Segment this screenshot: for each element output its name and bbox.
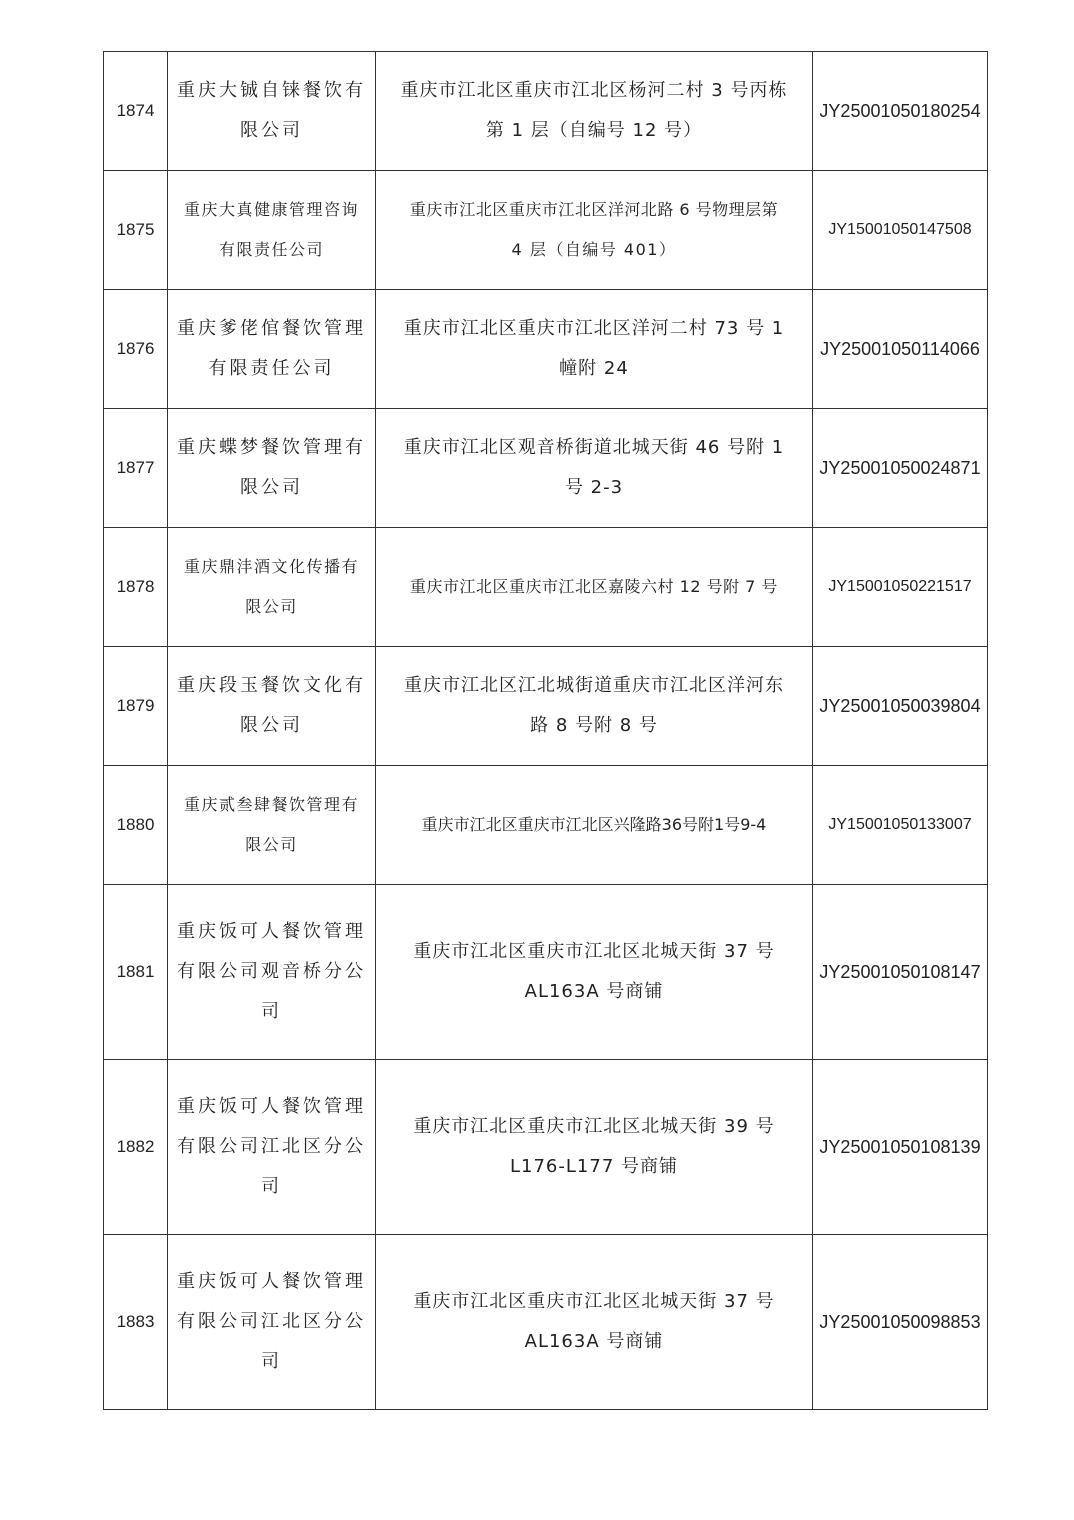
company-name: 重庆鼎沣酒文化传播有 限公司 [168, 528, 376, 647]
table-row [104, 409, 988, 528]
license-number: JY15001050221517 [813, 528, 988, 647]
table-row [104, 885, 988, 1060]
row-number: 1875 [104, 171, 168, 290]
row-number: 1876 [104, 290, 168, 409]
row-number: 1880 [104, 766, 168, 885]
table-row [104, 528, 988, 647]
row-number: 1881 [104, 885, 168, 1060]
business-address: 重庆市江北区重庆市江北区洋河北路 6 号物理层第 4 层（自编号 401） [376, 171, 813, 290]
business-address: 重庆市江北区重庆市江北区北城天街 37 号 AL163A 号商铺 [376, 885, 813, 1060]
company-name: 重庆饭可人餐饮管理 有限公司观音桥分公 司 [168, 885, 376, 1060]
row-number: 1882 [104, 1060, 168, 1235]
license-number: JY25001050108139 [813, 1060, 988, 1235]
table-row [104, 171, 988, 290]
license-number: JY25001050039804 [813, 647, 988, 766]
business-address: 重庆市江北区重庆市江北区北城天街 37 号 AL163A 号商铺 [376, 1235, 813, 1410]
company-name: 重庆饭可人餐饮管理 有限公司江北区分公 司 [168, 1060, 376, 1235]
table-row [104, 1060, 988, 1235]
license-number: JY25001050108147 [813, 885, 988, 1060]
business-address: 重庆市江北区江北城街道重庆市江北区洋河东 路 8 号附 8 号 [376, 647, 813, 766]
business-address: 重庆市江北区重庆市江北区兴隆路36号附1号9-4 [376, 766, 813, 885]
table-row [104, 1235, 988, 1410]
row-number: 1879 [104, 647, 168, 766]
license-registry-table [103, 51, 988, 1410]
row-number: 1878 [104, 528, 168, 647]
license-number: JY25001050114066 [813, 290, 988, 409]
company-name: 重庆贰叁肆餐饮管理有 限公司 [168, 766, 376, 885]
row-number: 1883 [104, 1235, 168, 1410]
license-number: JY25001050024871 [813, 409, 988, 528]
company-name: 重庆大铖自铼餐饮有 限公司 [168, 52, 376, 171]
table-row [104, 52, 988, 171]
license-number: JY25001050180254 [813, 52, 988, 171]
license-number: JY15001050133007 [813, 766, 988, 885]
table-row [104, 766, 988, 885]
company-name: 重庆大真健康管理咨询 有限责任公司 [168, 171, 376, 290]
company-name: 重庆爹佬倌餐饮管理 有限责任公司 [168, 290, 376, 409]
business-address: 重庆市江北区重庆市江北区嘉陵六村 12 号附 7 号 [376, 528, 813, 647]
company-name: 重庆蝶梦餐饮管理有 限公司 [168, 409, 376, 528]
table-row [104, 647, 988, 766]
company-name: 重庆饭可人餐饮管理 有限公司江北区分公 司 [168, 1235, 376, 1410]
row-number: 1877 [104, 409, 168, 528]
table-row [104, 290, 988, 409]
business-address: 重庆市江北区重庆市江北区北城天街 39 号 L176-L177 号商铺 [376, 1060, 813, 1235]
business-address: 重庆市江北区重庆市江北区洋河二村 73 号 1 幢附 24 [376, 290, 813, 409]
license-number: JY25001050098853 [813, 1235, 988, 1410]
row-number: 1874 [104, 52, 168, 171]
business-address: 重庆市江北区观音桥街道北城天街 46 号附 1 号 2-3 [376, 409, 813, 528]
business-address: 重庆市江北区重庆市江北区杨河二村 3 号丙栋 第 1 层（自编号 12 号） [376, 52, 813, 171]
license-number: JY15001050147508 [813, 171, 988, 290]
company-name: 重庆段玉餐饮文化有 限公司 [168, 647, 376, 766]
